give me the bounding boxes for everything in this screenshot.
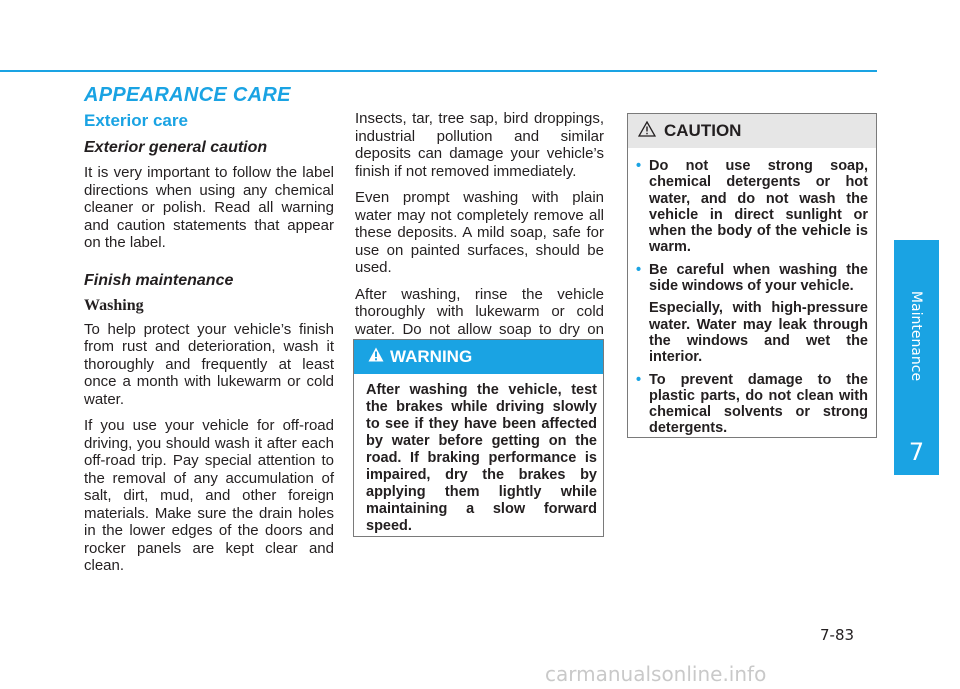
warning-triangle-icon (368, 347, 390, 367)
caution-title: CAUTION (664, 121, 742, 140)
washing-heading: Washing (84, 297, 144, 314)
left-column (84, 112, 334, 584)
warning-header (354, 340, 603, 374)
rinse-paragraph: After washing, rinse the vehicle thoroughly with lukewarm or cold water. Do not allow soap to dry on (355, 285, 604, 338)
prompt-washing-paragraph: Even prompt washing with plain water may not completely remove all these deposits. A mild soap, safe for use on painted surfaces, should be used. (355, 189, 604, 276)
bullet-icon: • (636, 158, 642, 174)
deposits-paragraph: Insects, tar, tree sap, bird droppings, industrial pollution and similar deposits can damage your vehicle’s finish if not removed immediately. (355, 110, 604, 180)
caution-body (628, 148, 876, 437)
caution-box (627, 113, 877, 438)
caution-item: • To prevent damage to the plastic parts, do not clean with chemical solvents or strong detergents. (636, 371, 868, 437)
bullet-icon: • (636, 261, 642, 278)
bullet-icon: • (636, 371, 642, 388)
caution-item: • Be careful when washing the side windows of your vehicle. Especially, with high-pressure water. Water may leak through the windows and wet the interior. (636, 261, 868, 366)
middle-column (355, 110, 604, 365)
finish-maintenance-heading: Finish maintenance (84, 271, 234, 289)
caution-header (628, 114, 876, 148)
warning-box (353, 339, 604, 537)
warning-title: WARNING (390, 347, 473, 366)
washing-paragraph-2: If you use your vehicle for off-road driving, you should wash it after each off-road trip. Pay special attention to the removal of any accumulation of salt, dirt, mud, and other foreign materials. Make sure the drain holes in the lower edges of the doors and rocker panels are kept clear and clean. (84, 417, 334, 574)
washing-paragraph-1: To help protect your vehicle’s finish from rust and deterioration, wash it thoroughly and frequently at least once a month with lukewarm or cold water. (84, 320, 334, 408)
general-caution-paragraph: It is very important to follow the label directions when using any chemical cleaner or polish. Read all warning and caution statements that appear on the label. (84, 164, 334, 251)
caution-item-note: Especially, with high-pressure water. Water may leak through the windows and wet the interior. (649, 300, 868, 366)
page-number: 7-83 (820, 626, 855, 644)
caution-item: • Do not use strong soap, chemical detergents or hot water, and do not wash the vehicle in direct sunlight or when the body of the vehicle is warm. (636, 158, 868, 256)
chapter-side-tab (894, 240, 939, 475)
caution-list (636, 158, 868, 437)
warning-text: After washing the vehicle, test the brakes while driving slowly to see if they have been affected by water before getting on the road. If braking performance is impaired, dry the brakes by applying them lightly while maintaining a slow forward speed. (366, 382, 597, 534)
caution-triangle-icon (638, 121, 664, 142)
chapter-label: Maintenance (908, 290, 925, 382)
exterior-general-caution-heading: Exterior general caution (84, 138, 268, 156)
exterior-care-heading: Exterior care (84, 111, 188, 130)
watermark: carmanualsonline.info (545, 662, 767, 686)
section-title: APPEARANCE CARE (84, 84, 291, 106)
chapter-number: 7 (908, 438, 925, 466)
header-rule (0, 70, 877, 72)
